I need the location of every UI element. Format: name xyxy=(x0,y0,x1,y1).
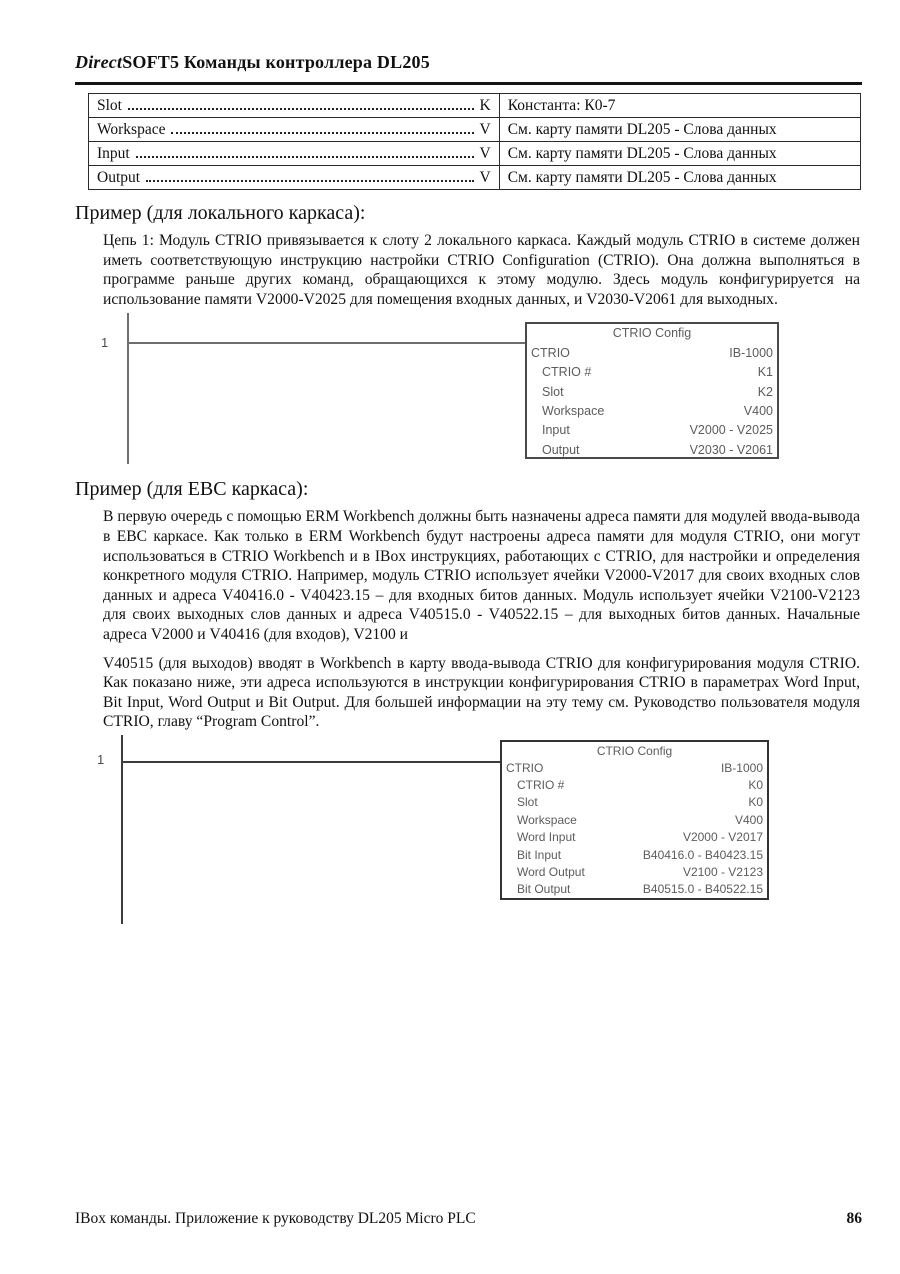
page-number: 86 xyxy=(846,1210,862,1227)
param-type: V xyxy=(479,144,491,162)
ibox-row: Bit Output B40515.0 - B40522.15 xyxy=(517,882,763,897)
rung-wire xyxy=(121,761,500,763)
param-name: Slot xyxy=(97,96,122,114)
param-desc: Константа: К0-7 xyxy=(499,94,860,118)
param-name: Output xyxy=(97,168,141,186)
param-type: K xyxy=(479,96,491,114)
param-desc: См. карту памяти DL205 - Слова данных xyxy=(499,166,860,190)
ibox-row: Bit Input B40416.0 - B40423.15 xyxy=(517,847,763,862)
ibox-row: Output V2030 - V2061 xyxy=(542,442,773,457)
dot-leader xyxy=(136,156,474,158)
example-ebc-paragraph-1: В первую очередь с помощью ERM Workbench должны быть назначены адреса памяти для модулей ввода-вывода в EBC каркасе. Как только в ERM Workbench будут настроены адреса памяти для модуля CTRIO, они могут использоваться в CTRIO Workbench и в IBox инструкциях, работающих с CTRIO, для настройки и определения конкретного модуля CTRIO. Например, модуль CTRIO использует ячейки V2000-V2017 для своих входных слов данных и адреса V40416.0 - V40423.15 – для входных битов данных. Модуль использует ячейки V2100-V2123 для своих выходных слов данных и адреса V40515.0 - V40522.15 – для выходных битов данных. Начальные адреса V2000 и V40416 (для входов), V2100 и xyxy=(103,508,860,643)
table-row xyxy=(89,118,861,142)
ladder-rail xyxy=(127,313,129,464)
ibox-title: CTRIO Config xyxy=(612,326,692,341)
dot-leader xyxy=(128,108,474,110)
example-local-heading: Пример (для локального каркаса): xyxy=(75,202,366,224)
example-ebc-heading: Пример (для EBC каркаса): xyxy=(75,478,309,501)
ctrio-config-box xyxy=(500,740,769,900)
ibox-row: Input V2000 - V2025 xyxy=(542,423,773,438)
example-local-paragraph: Цепь 1: Модуль CTRIO привязывается к слоту 2 локального каркаса. Каждый модуль CTRIO в системе должен иметь соответствующую инструкцию настройки CTRIO Configuration (CTRIO). Она должна выполняться в программе раньше других команд, обращающихся к этому модулю. Здесь модуль конфигурируется на использование памяти V2000-V2025 для помещения входных данных, и V2030-V2061 для выходных. xyxy=(103,232,860,308)
ibox-title: CTRIO Config xyxy=(596,743,673,758)
param-desc: См. карту памяти DL205 - Слова данных xyxy=(499,118,860,142)
param-type: V xyxy=(479,168,491,186)
ladder-diagram-ebc xyxy=(75,735,862,927)
param-name: Workspace xyxy=(97,120,166,138)
ibox-row: Slot K2 xyxy=(542,384,773,399)
brand-name-italic: Direct xyxy=(75,52,123,72)
ibox-row: Workspace V400 xyxy=(542,403,773,418)
ibox-row: Slot K0 xyxy=(517,795,763,810)
parameter-table xyxy=(88,93,861,190)
ibox-row: CTRIO # K1 xyxy=(542,365,773,380)
ctrio-config-box xyxy=(525,322,779,459)
table-row xyxy=(89,94,861,118)
param-desc: См. карту памяти DL205 - Слова данных xyxy=(499,142,860,166)
rung-number: 1 xyxy=(101,335,109,351)
ibox-row: Word Output V2100 - V2123 xyxy=(517,864,763,879)
ibox-row: CTRIO IB-1000 xyxy=(531,346,773,361)
rung-number: 1 xyxy=(97,751,105,767)
ibox-row: CTRIO # K0 xyxy=(517,777,763,792)
rung-wire xyxy=(127,342,525,344)
example-ebc-paragraph-2: V40515 (для выходов) вводят в Workbench в карту ввода-вывода CTRIO для конфигурирования модуля CTRIO. Как показано ниже, эти адреса используются в инструкции конфигурирования CTRIO в параметрах Word Input, Bit Input, Word Output и Bit Output. Для большей информации на эту тему см. Руководство пользователя модуля CTRIO, главу “Program Control”. xyxy=(103,654,860,731)
page-footer xyxy=(75,1210,862,1228)
page-header-title xyxy=(75,50,862,74)
dot-leader xyxy=(171,132,473,134)
ladder-rail xyxy=(121,735,123,924)
ibox-row: Word Input V2000 - V2017 xyxy=(517,830,763,845)
ibox-row: CTRIO IB-1000 xyxy=(506,760,763,775)
param-type: V xyxy=(479,120,491,138)
header-title-text: SOFT5 Команды контроллера DL205 xyxy=(122,52,430,72)
param-name: Input xyxy=(97,144,130,162)
dot-leader xyxy=(146,180,473,182)
footer-text: IBox команды. Приложение к руководству DL205 Micro PLC xyxy=(75,1210,476,1227)
header-rule xyxy=(75,82,862,85)
table-row xyxy=(89,142,861,166)
ladder-diagram-local xyxy=(75,311,862,466)
table-row xyxy=(89,166,861,190)
ibox-row: Workspace V400 xyxy=(517,812,763,827)
